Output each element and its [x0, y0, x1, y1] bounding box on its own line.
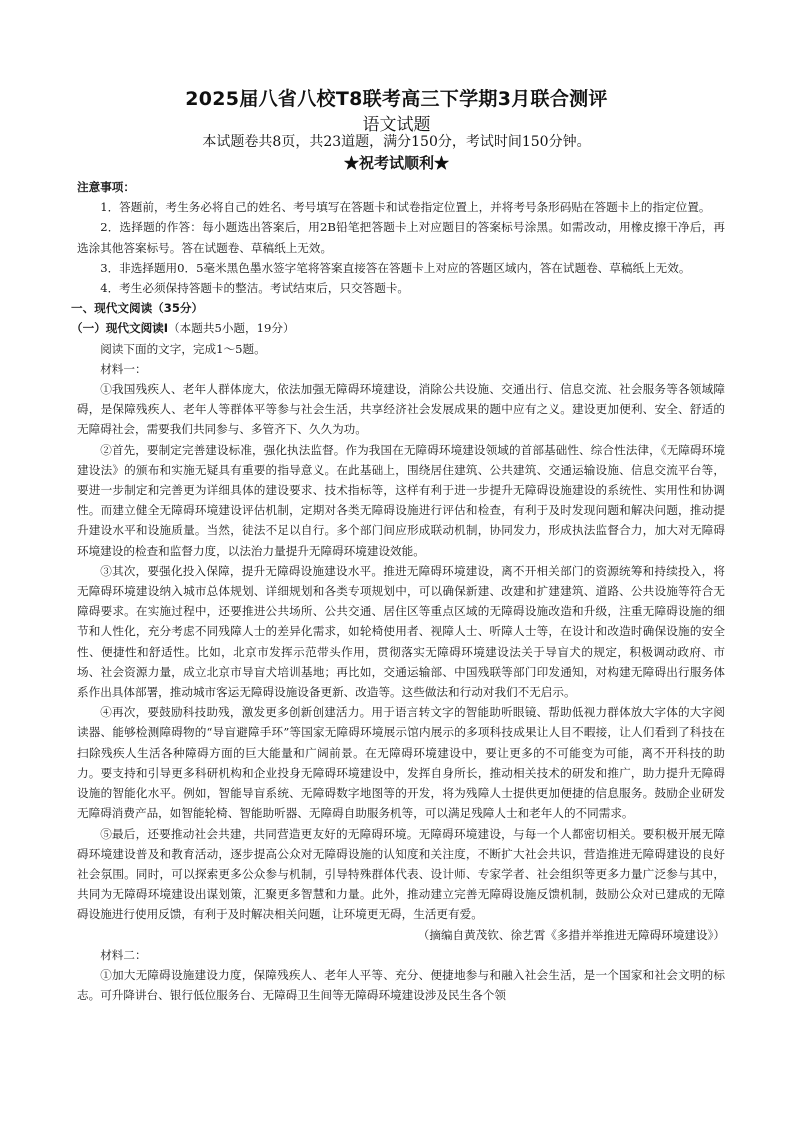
- subsection-note: （本题共5小题，19分）: [168, 321, 295, 336]
- subsection-title: （一）现代文阅读Ⅰ: [71, 321, 169, 336]
- section-heading: 一、现代文阅读（35分）: [71, 301, 204, 316]
- reading-instruction: 阅读下面的文字，完成1～5题。: [100, 341, 266, 356]
- article-source: （摘编自黄茂钦、徐艺霄《多措并举推进无障碍环境建设》）: [417, 927, 725, 942]
- exam-title: 2025届八省八校T8联考高三下学期3月联合测评: [185, 88, 608, 110]
- exam-body: [71, 177, 725, 1005]
- article-paragraph: ①我国残疾人、老年人群体庞大，依法加强无障碍环境建设，消除公共设施、交通出行、信息交流、社会服务等各领域障碍，是保障残疾人、老年人等群体平等参与社会生活，共享经济社会发展成果的题中应有之义。建设更加便利、安全、舒适的无障碍社会，需要我们共同参与、多管齐下、久久为功。: [77, 382, 725, 437]
- article-paragraph: ③其次，要强化投入保障，提升无障碍设施建设水平。推进无障碍环境建设，离不开相关部门的资源统筹和持续投入，将无障碍环境建设纳入城市总体规划、详细规划和各类专项规划中，可以确保新建、改建和扩建建筑、道路、公共设施等符合无障碍要求。在实施过程中，还要推进公共场所、公共交通、居住区等重点区域的无障碍设施改造和升级，注重无障碍设施的细节和人性化，充分考虑不同残障人士的差异化需求，如轮椅使用者、视障人士、听障人士等，在设计和改造时确保设施的安全性、便捷性和舒适性。比如，北京市发挥示范带头作用，贯彻落实无障碍环境建设法关于导盲犬的规定，积极调动政府、市场、社会资源力量，成立北京市导盲犬培训基地；再比如，交通运输部、中国残联等部门印发通知，对构建无障碍出行服务体系作出具体部署，推动城市客运无障碍设施设备更新、改造等。这些做法和行动对我们不无启示。: [77, 563, 725, 700]
- article-paragraph: ①加大无障碍设施建设力度，保障残疾人、老年人平等、充分、便捷地参与和融入社会生活，是一个国家和社会文明的标志。可升降讲台、银行低位服务台、无障碍卫生间等无障碍环境建设涉及民生各个领: [77, 967, 725, 1003]
- subject-title: 语文试题: [362, 115, 431, 135]
- subsection-heading: [71, 318, 725, 338]
- article-paragraph: ④再次，要鼓励科技助残，激发更多创新创建活力。用于语言转文字的智能助听眼镜、帮助低视力群体放大字体的大字阅读器、能够检测障碍物的“导盲避障手环”等国家无障碍环境展示馆内展示的多项科技成果让人目不暇接，让人们看到了科技在扫除残疾人生活各种障碍方面的巨大能量和广阔前景。在无障碍环境建设中，要让更多的不可能变为可能，离不开科技的助力。要支持和引导更多科研机构和企业投身无障碍环境建设中，发挥自身所长，推动相关技术的研发和推广，助力提升无障碍设施的智能化水平。例如，智能导盲系统、无障碍数字地图等的开发，将为残障人士提供更加便捷的信息服务。鼓励企业研发无障碍消费产品，如智能轮椅、智能助听器、无障碍自助服务机等，可以满足残障人士和老年人的不同需求。: [77, 705, 725, 821]
- article-paragraph: ⑤最后，还要推动社会共建，共同营造更友好的无障碍环境。无障碍环境建设，与每一个人都密切相关。要积极开展无障碍环境建设普及和教育活动，逐步提高公众对无障碍设施的认知度和关注度，不断扩大社会共识，营造推进无障碍建设的良好社会氛围。同时，可以探索更多公众参与机制，引导特殊群体代表、设计师、专家学者、社会组织等更多力量广泛参与其中，共同为无障碍环境建设出谋划策，汇聚更多智慧和力量。此外，推动建立完善无障碍设施反馈机制，鼓励公众对已建成的无障碍设施进行使用反馈，有利于及时解决相关问题，让环境更无碍，生活更有爱。: [77, 826, 725, 922]
- notice-heading: 注意事项：: [77, 180, 135, 194]
- material-label: 材料一：: [100, 361, 147, 376]
- exam-info: 本试题卷共8页，共23道题，满分150分，考试时间150分钟。: [202, 134, 591, 150]
- notice-item: 1．答题前，考生务必将自己的姓名、考号填写在答题卡和试卷指定位置上，并将考号条形码贴在答题卡上的指定位置。: [100, 200, 711, 215]
- good-luck-banner: ★祝考试顺利★: [343, 154, 449, 172]
- notice-item: 3．非选择题用0．5毫米黑色墨水签字笔将答案直接答在答题卡上对应的答题区域内，答在试题卷、草稿纸上无效。: [100, 260, 691, 275]
- material-label: 材料二：: [100, 947, 147, 962]
- notice-item: 4．考生必须保持答题卡的整洁。考试结束后，只交答题卡。: [100, 281, 410, 296]
- article-paragraph: ②首先，要制定完善建设标准，强化执法监督。作为我国在无障碍环境建设领域的首部基础性、综合性法律，《无障碍环境建设法》的颁布和实施无疑具有重要的指导意义。在此基础上，围绕居住建筑、公共建筑、交通运输设施、信息交流平台等，要进一步制定和完善更为详细具体的建设要求、技术指标等，这样有利于进一步提升无障碍设施建设的系统性、实用性和协调性。而建立健全无障碍环境建设评估机制，定期对各类无障碍设施进行评估和检查，有利于及时发现问题和解决问题，推动提升建设水平和设施质量。当然，徒法不足以自行。多个部门间应形成联动机制，协同发力，形成执法监督合力，加大对无障碍环境建设的检查和监督力度，以法治力量提升无障碍环境建设效能。: [77, 442, 725, 558]
- notice-item: 2．选择题的作答：每小题选出答案后，用2B铅笔把答题卡上对应题目的答案标号涂黑。如需改动，用橡皮擦干净后，再选涂其他答案标号。答在试题卷、草稿纸上无效。: [77, 220, 725, 255]
